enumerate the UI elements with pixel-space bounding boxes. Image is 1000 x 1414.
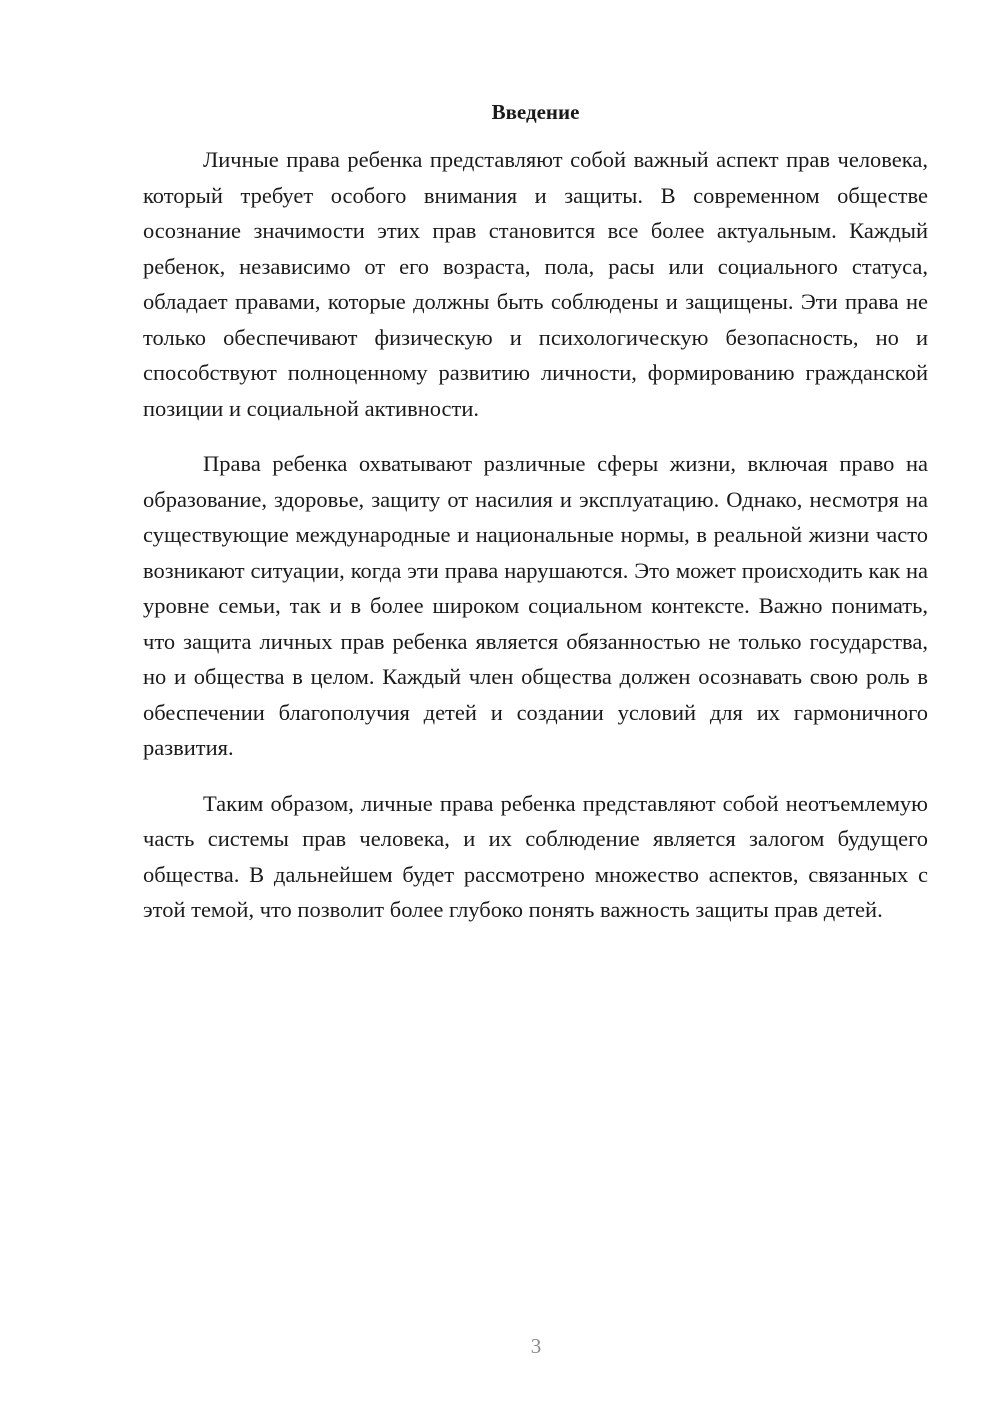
section-heading: Введение	[491, 100, 580, 124]
body-text	[143, 142, 928, 948]
paragraph-1: Личные права ребенка представляют собой важный аспект прав человека, который требует особого внимания и защиты. В современном обществе осознание значимости этих прав становится все более актуальным. Каждый ребенок, независимо от его возраста, пола, расы или социального статуса, обладает правами, которые должны быть соблюдены и защищены. Эти права не только обеспечивают физическую и психологическую безопасность, но и способствуют полноценному развитию личности, формированию гражданской позиции и социальной активности.	[143, 147, 928, 421]
paragraph-2: Права ребенка охватывают различные сферы жизни, включая право на образование, здоровье, защиту от насилия и эксплуатацию. Однако, несмотря на существующие международные и национальные нормы, в реальной жизни часто возникают ситуации, когда эти права нарушаются. Это может происходить как на уровне семьи, так и в более широком социальном контексте. Важно понимать, что защита личных прав ребенка является обязанностью не только государства, но и общества в целом. Каждый член общества должен осознавать свою роль в обеспечении благополучия детей и создании условий для их гармоничного развития.	[143, 451, 928, 760]
paragraph-3: Таким образом, личные права ребенка представляют собой неотъемлемую часть системы прав человека, и их соблюдение является залогом будущего общества. В дальнейшем будет рассмотрено множество аспектов, связанных с этой темой, что позволит более глубоко понять важность защиты прав детей.	[143, 790, 928, 922]
page-number: 3	[530, 1334, 542, 1358]
